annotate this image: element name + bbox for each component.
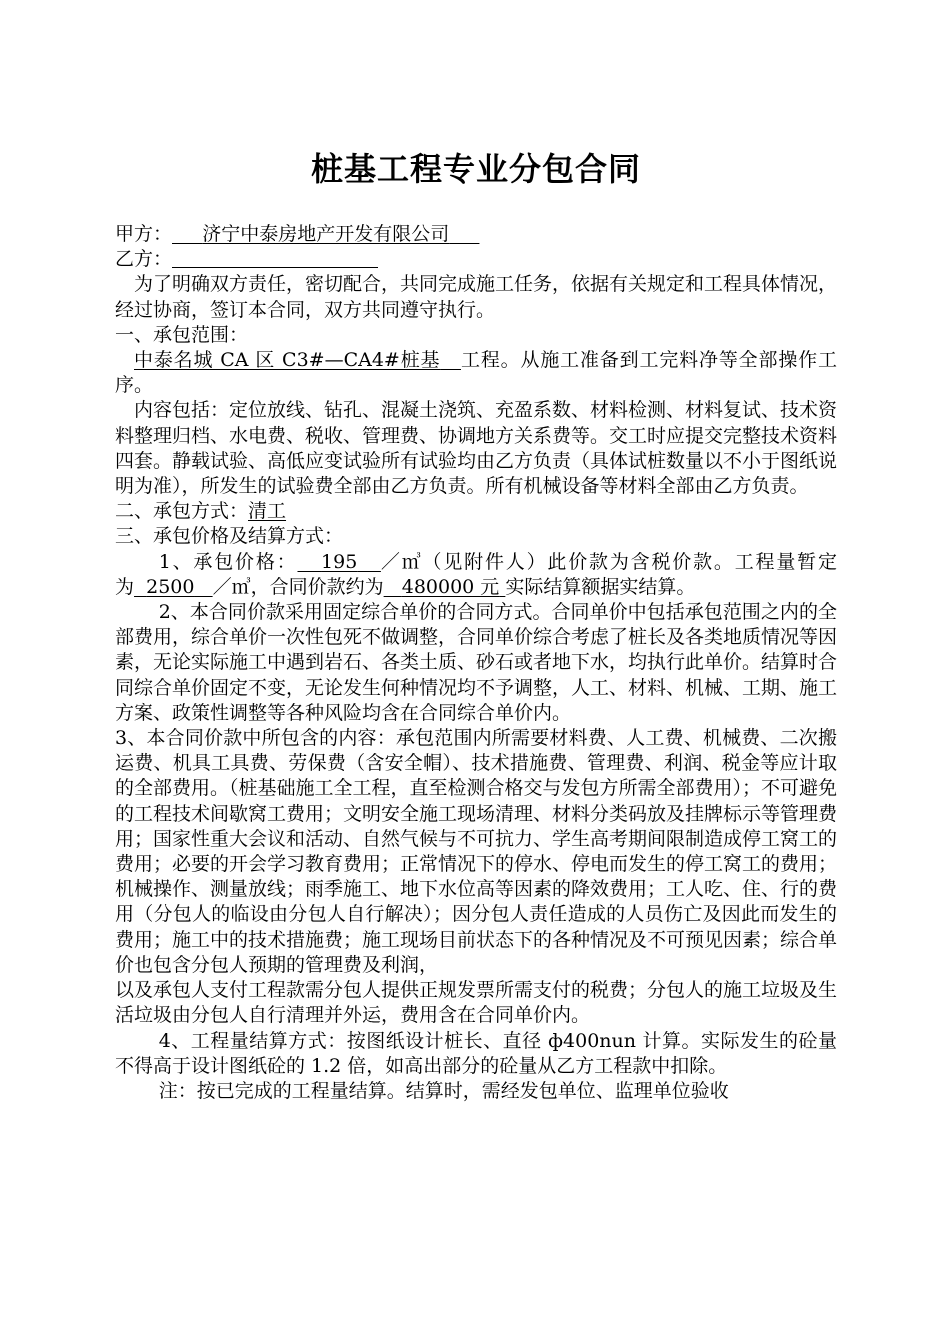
contract-body bbox=[115, 222, 837, 1104]
party-a-line bbox=[115, 222, 837, 247]
quantity: 2500 bbox=[146, 575, 195, 598]
note-paragraph: 注：按已完成的工程量结算。结算时，需经发包单位、监理单位验收 bbox=[158, 1079, 729, 1102]
contract-mode: 清工 bbox=[248, 500, 287, 523]
party-a-name: 济宁中泰房地产开发有限公司 bbox=[202, 223, 450, 245]
total-price: 480000 元 bbox=[401, 575, 500, 598]
party-b-blank bbox=[172, 249, 378, 268]
intro-paragraph: 为了明确双方责任，密切配合，共同完成施工任务，依据有关规定和工程具体情况，经过协商，签订本合同，双方共同遵守执行。 bbox=[115, 273, 838, 321]
section-2-line: 二、承包方式：清工 bbox=[115, 500, 287, 523]
unit-price: 195 bbox=[321, 550, 358, 573]
page-title: 桩基工程专业分包合同 bbox=[310, 150, 641, 189]
settlement-paragraph: 4、工程量结算方式：按图纸设计桩长、直径 ф400nun 计算。实际发生的砼量不得高于设计图纸砼的 1.2 倍，如高出部分的砼量从乙方工程款中扣除。 bbox=[115, 1029, 837, 1077]
party-a-label: 甲方： bbox=[115, 223, 173, 245]
price-content-continued: 以及承包人支付工程款需分包人提供正规发票所需支付的税费；分包人的施工垃圾及生活垃圾由分包人自行清理并外运，费用含在合同单价内。 bbox=[115, 979, 838, 1027]
price-content-paragraph: 3、本合同价款中所包含的内容：承包范围内所需要材料费、人工费、机械费、二次搬运费、机具工具费、劳保费（含安全帽）、技术措施费、管理费、利润、税金等应计取的全部费用。（桩基础施工全工程，直至检测合格交与发包方所需全部费用）；不可避免的工程技术间歇窝工费用；文明安全施工现场清理、材料分类码放及挂牌标示等管理费用；国家性重大会议和活动、自然气候与不可抗力、学生高考期间限制造成停工窝工的费用；必要的开会学习教育费用；正常情况下的停水、停电而发生的停工窝工的费用；机械操作、测量放线；雨季施工、地下水位高等因素的降效费用；工人吃、住、行的费用（分包人的临设由分包人自行解决）；因分包人责任造成的人员伤亡及因此而发生的费用；施工中的技术措施费；施工现场目前状态下的各种情况及不可预见因素；综合单价也包含分包人预期的管理费及利润， bbox=[115, 727, 838, 976]
section-3-heading: 三、承包价格及结算方式： bbox=[115, 525, 344, 548]
project-name: 中泰名城 CA 区 C3#—CA4#桩基 bbox=[134, 349, 441, 372]
price-method-paragraph: 2、本合同价款采用固定综合单价的合同方式。合同单价中包括承包范围之内的全部费用，综合单价一次性包死不做调整，合同单价综合考虑了桩长及各类地质情况等因素，无论实际施工中遇到岩石、各类土质、砂石或者地下水，均执行此单价。结算时合同综合单价固定不变，无论发生何种情况均不予调整，人工、材料、机械、工期、施工方案、政策性调整等各种风险均含在合同综合单价内。 bbox=[115, 601, 838, 724]
section-1-heading: 一、承包范围： bbox=[115, 323, 249, 346]
content-paragraph: 内容包括：定位放线、钻孔、混凝土浇筑、充盈系数、材料检测、材料复试、技术资料整理归档、水电费、税收、管理费、协调地方关系费等。交工时应提交完整技术资料四套。静载试验、高低应变试验所有试验均由乙方负责（具体试桩数量以不小于图纸说明为准），所发生的试验费全部由乙方负责。所有机械设备等材料全部由乙方负责。 bbox=[115, 399, 838, 498]
party-b-line bbox=[115, 247, 837, 272]
party-b-label: 乙方： bbox=[115, 248, 173, 271]
price-paragraph: 1、承包价格： 195 ／㎥（见附件人）此价款为含税价款。工程量暂定为 2500 ／㎥，合同价款约为 480000 元 实际结算额据实结算。 bbox=[115, 550, 837, 598]
scope-paragraph: 中泰名城 CA 区 C3#—CA4#桩基 工程。从施工准备到工完料净等全部操作工序。 bbox=[115, 349, 837, 397]
